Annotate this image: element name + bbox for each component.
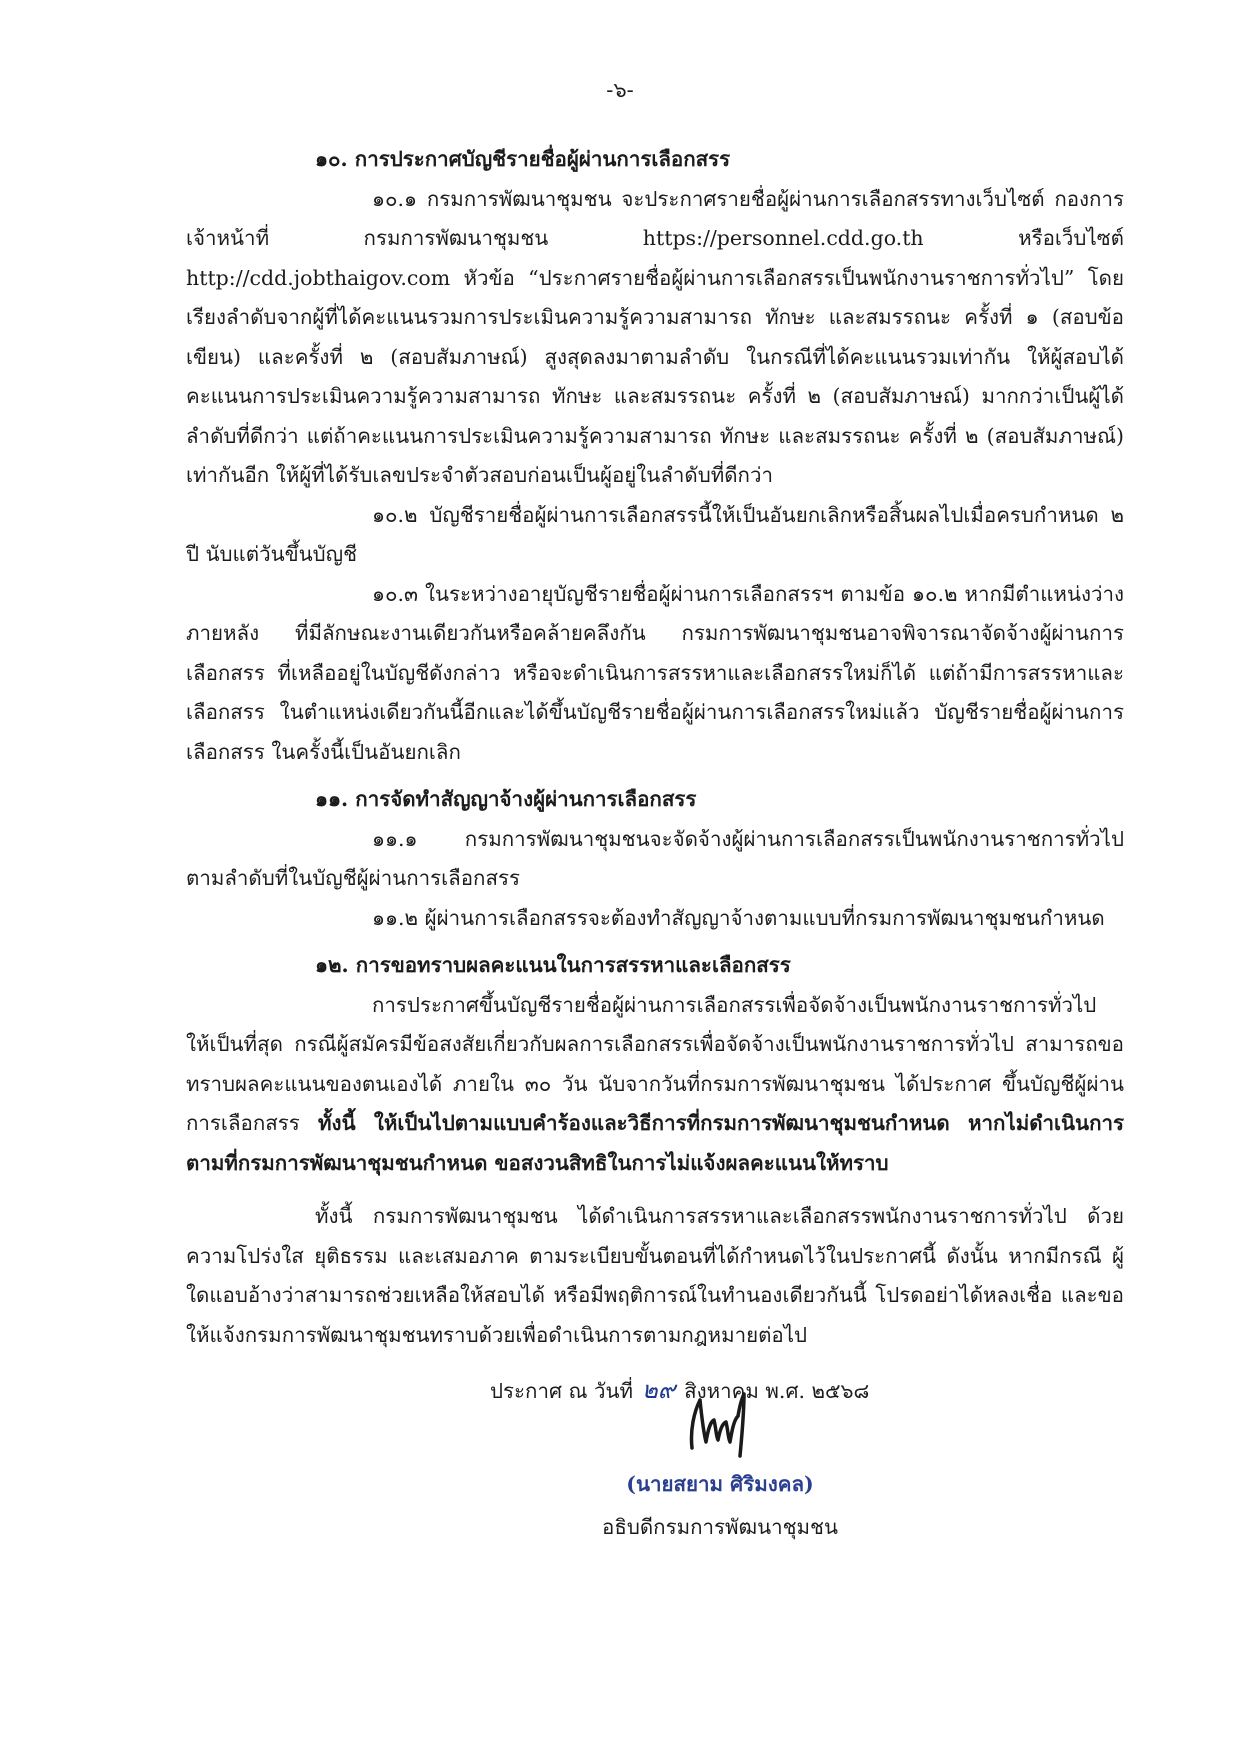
date-day-handwritten: ๒๙ — [641, 1376, 676, 1404]
section-11-2-paragraph: ๑๑.๒ ผู้ผ่านการเลือกสรรจะต้องทำสัญญาจ้างตามแบบที่กรมการพัฒนาชุมชนกำหนด — [372, 905, 1105, 930]
section-11-1-paragraph: ๑๑.๑ กรมการพัฒนาชุมชนจะจัดจ้างผู้ผ่านการเลือกสรรเป็นพนักงานราชการทั่วไป ตามลำดับที่ในบัญชีผู้ผ่านการเลือกสรร — [186, 826, 1124, 890]
section-12-heading: ๑๒. การขอทราบผลคะแนนในการสรรหาและเลือกสรร — [315, 953, 791, 977]
closing-paragraph: ทั้งนี้ กรมการพัฒนาชุมชน ได้ดำเนินการสรรหาและเลือกสรรพนักงานราชการทั่วไป ด้วยความโปร่งใส ยุติธรรม และเสมอภาค ตามระเบียบขั้นตอนที่ได้กำหนดไว้ในประกาศนี้ ดังนั้น หากมีกรณี ผู้ใดแอบอ้างว่าสามารถช่วยเหลือให้สอบได้ หรือมีพฤติการณ์ในทำนองเดียวกันนี้ โปรดอย่าได้หลงเชื่อ และขอให้แจ้งกรมการพัฒนาชุมชนทราบด้วยเพื่อดำเนินการตามกฎหมายต่อไป — [186, 1204, 1124, 1347]
signer-title: อธิบดีกรมการพัฒนาชุมชน — [602, 1515, 838, 1539]
section-12-bold-text: ทั้งนี้ ให้เป็นไปตามแบบคำร้องและวิธีการที่กรมการพัฒนาชุมชนกำหนด หากไม่ดำเนินการตามที่กรมการพัฒนาชุมชนกำหนด ขอสงวนสิทธิในการไม่แจ้งผลคะแนนให้ทราบ — [186, 1111, 1124, 1175]
section-11-heading: ๑๑. การจัดทำสัญญาจ้างผู้ผ่านการเลือกสรร — [315, 787, 697, 811]
section-10-1-paragraph: ๑๐.๑ กรมการพัฒนาชุมชน จะประกาศรายชื่อผู้ผ่านการเลือกสรรทางเว็บไซต์ กองการเจ้าหน้าที่ กรมการพัฒนาชุมชน https://personnel.cdd.go.th หรือเว็บไซต์ http://cdd.jobthaigov.com หัวข้อ “ประกาศรายชื่อผู้ผ่านการเลือกสรรเป็นพนักงานราชการทั่วไป” โดยเรียงลำดับจากผู้ที่ได้คะแนนรวมการประเมินความรู้ความสามารถ ทักษะ และสมรรถนะ ครั้งที่ ๑ (สอบข้อเขียน) และครั้งที่ ๒ (สอบสัมภาษณ์) สูงสุดลงมาตามลำดับ ในกรณีที่ได้คะแนนรวมเท่ากัน ให้ผู้สอบได้คะแนนการประเมินความรู้ความสามารถ ทักษะ และสมรรถนะ ครั้งที่ ๒ (สอบสัมภาษณ์) มากกว่าเป็นผู้ได้ลำดับที่ดีกว่า แต่ถ้าคะแนนการประเมินความรู้ความสามารถ ทักษะ และสมรรถนะ ครั้งที่ ๒ (สอบสัมภาษณ์) เท่ากันอีก ให้ผู้ที่ได้รับเลขประจำตัวสอบก่อนเป็นผู้อยู่ในลำดับที่ดีกว่า — [186, 186, 1124, 487]
section-10-heading: ๑๐. การประกาศบัญชีรายชื่อผู้ผ่านการเลือกสรร — [315, 147, 731, 171]
section-10-3-paragraph: ๑๐.๓ ในระหว่างอายุบัญชีรายชื่อผู้ผ่านการเลือกสรรฯ ตามข้อ ๑๐.๒ หากมีตำแหน่งว่างภายหลัง ที่มีลักษณะงานเดียวกันหรือคล้ายคลึงกัน กรมการพัฒนาชุมชนอาจพิจารณาจัดจ้างผู้ผ่านการเลือกสรร ที่เหลืออยู่ในบัญชีดังกล่าว หรือจะดำเนินการสรรหาและเลือกสรรใหม่ก็ได้ แต่ถ้ามีการสรรหาและเลือกสรร ในตำแหน่งเดียวกันนี้อีกและได้ขึ้นบัญชีรายชื่อผู้ผ่านการเลือกสรรใหม่แล้ว บัญชีรายชื่อผู้ผ่านการเลือกสรร ในครั้งนี้เป็นอันยกเลิก — [186, 581, 1124, 764]
date-month-year: สิงหาคม พ.ศ. ๒๕๖๘ — [684, 1379, 870, 1403]
document-body — [186, 140, 1124, 1412]
section-12-text: การประกาศขึ้นบัญชีรายชื่อผู้ผ่านการเลือกสรรเพื่อจัดจ้างเป็นพนักงานราชการทั่วไป ให้เป็นที่สุด กรณีผู้สมัครมีข้อสงสัยเกี่ยวกับผลการเลือกสรรเพื่อจัดจ้างเป็นพนักงานราชการทั่วไป สามารถขอทราบผลคะแนนของตนเองได้ ภายใน ๓๐ วัน นับจากวันที่กรมการพัฒนาชุมชน ได้ประกาศ ขึ้นบัญชีผู้ผ่านการเลือกสรร — [186, 992, 1124, 1135]
section-10-2-paragraph: ๑๐.๒ บัญชีรายชื่อผู้ผ่านการเลือกสรรนี้ให้เป็นอันยกเลิกหรือสิ้นผลไปเมื่อครบกำหนด ๒ ปี นับแต่วันขึ้นบัญชี — [186, 502, 1124, 566]
page-number: -๖- — [606, 78, 634, 102]
signature-icon — [680, 1390, 760, 1460]
date-prefix: ประกาศ ณ วันที่ — [490, 1379, 634, 1403]
section-12-paragraph — [186, 986, 1124, 1184]
signature-block — [570, 1390, 870, 1544]
signer-name: (นายสยาม ศิริมงคล) — [626, 1472, 814, 1496]
